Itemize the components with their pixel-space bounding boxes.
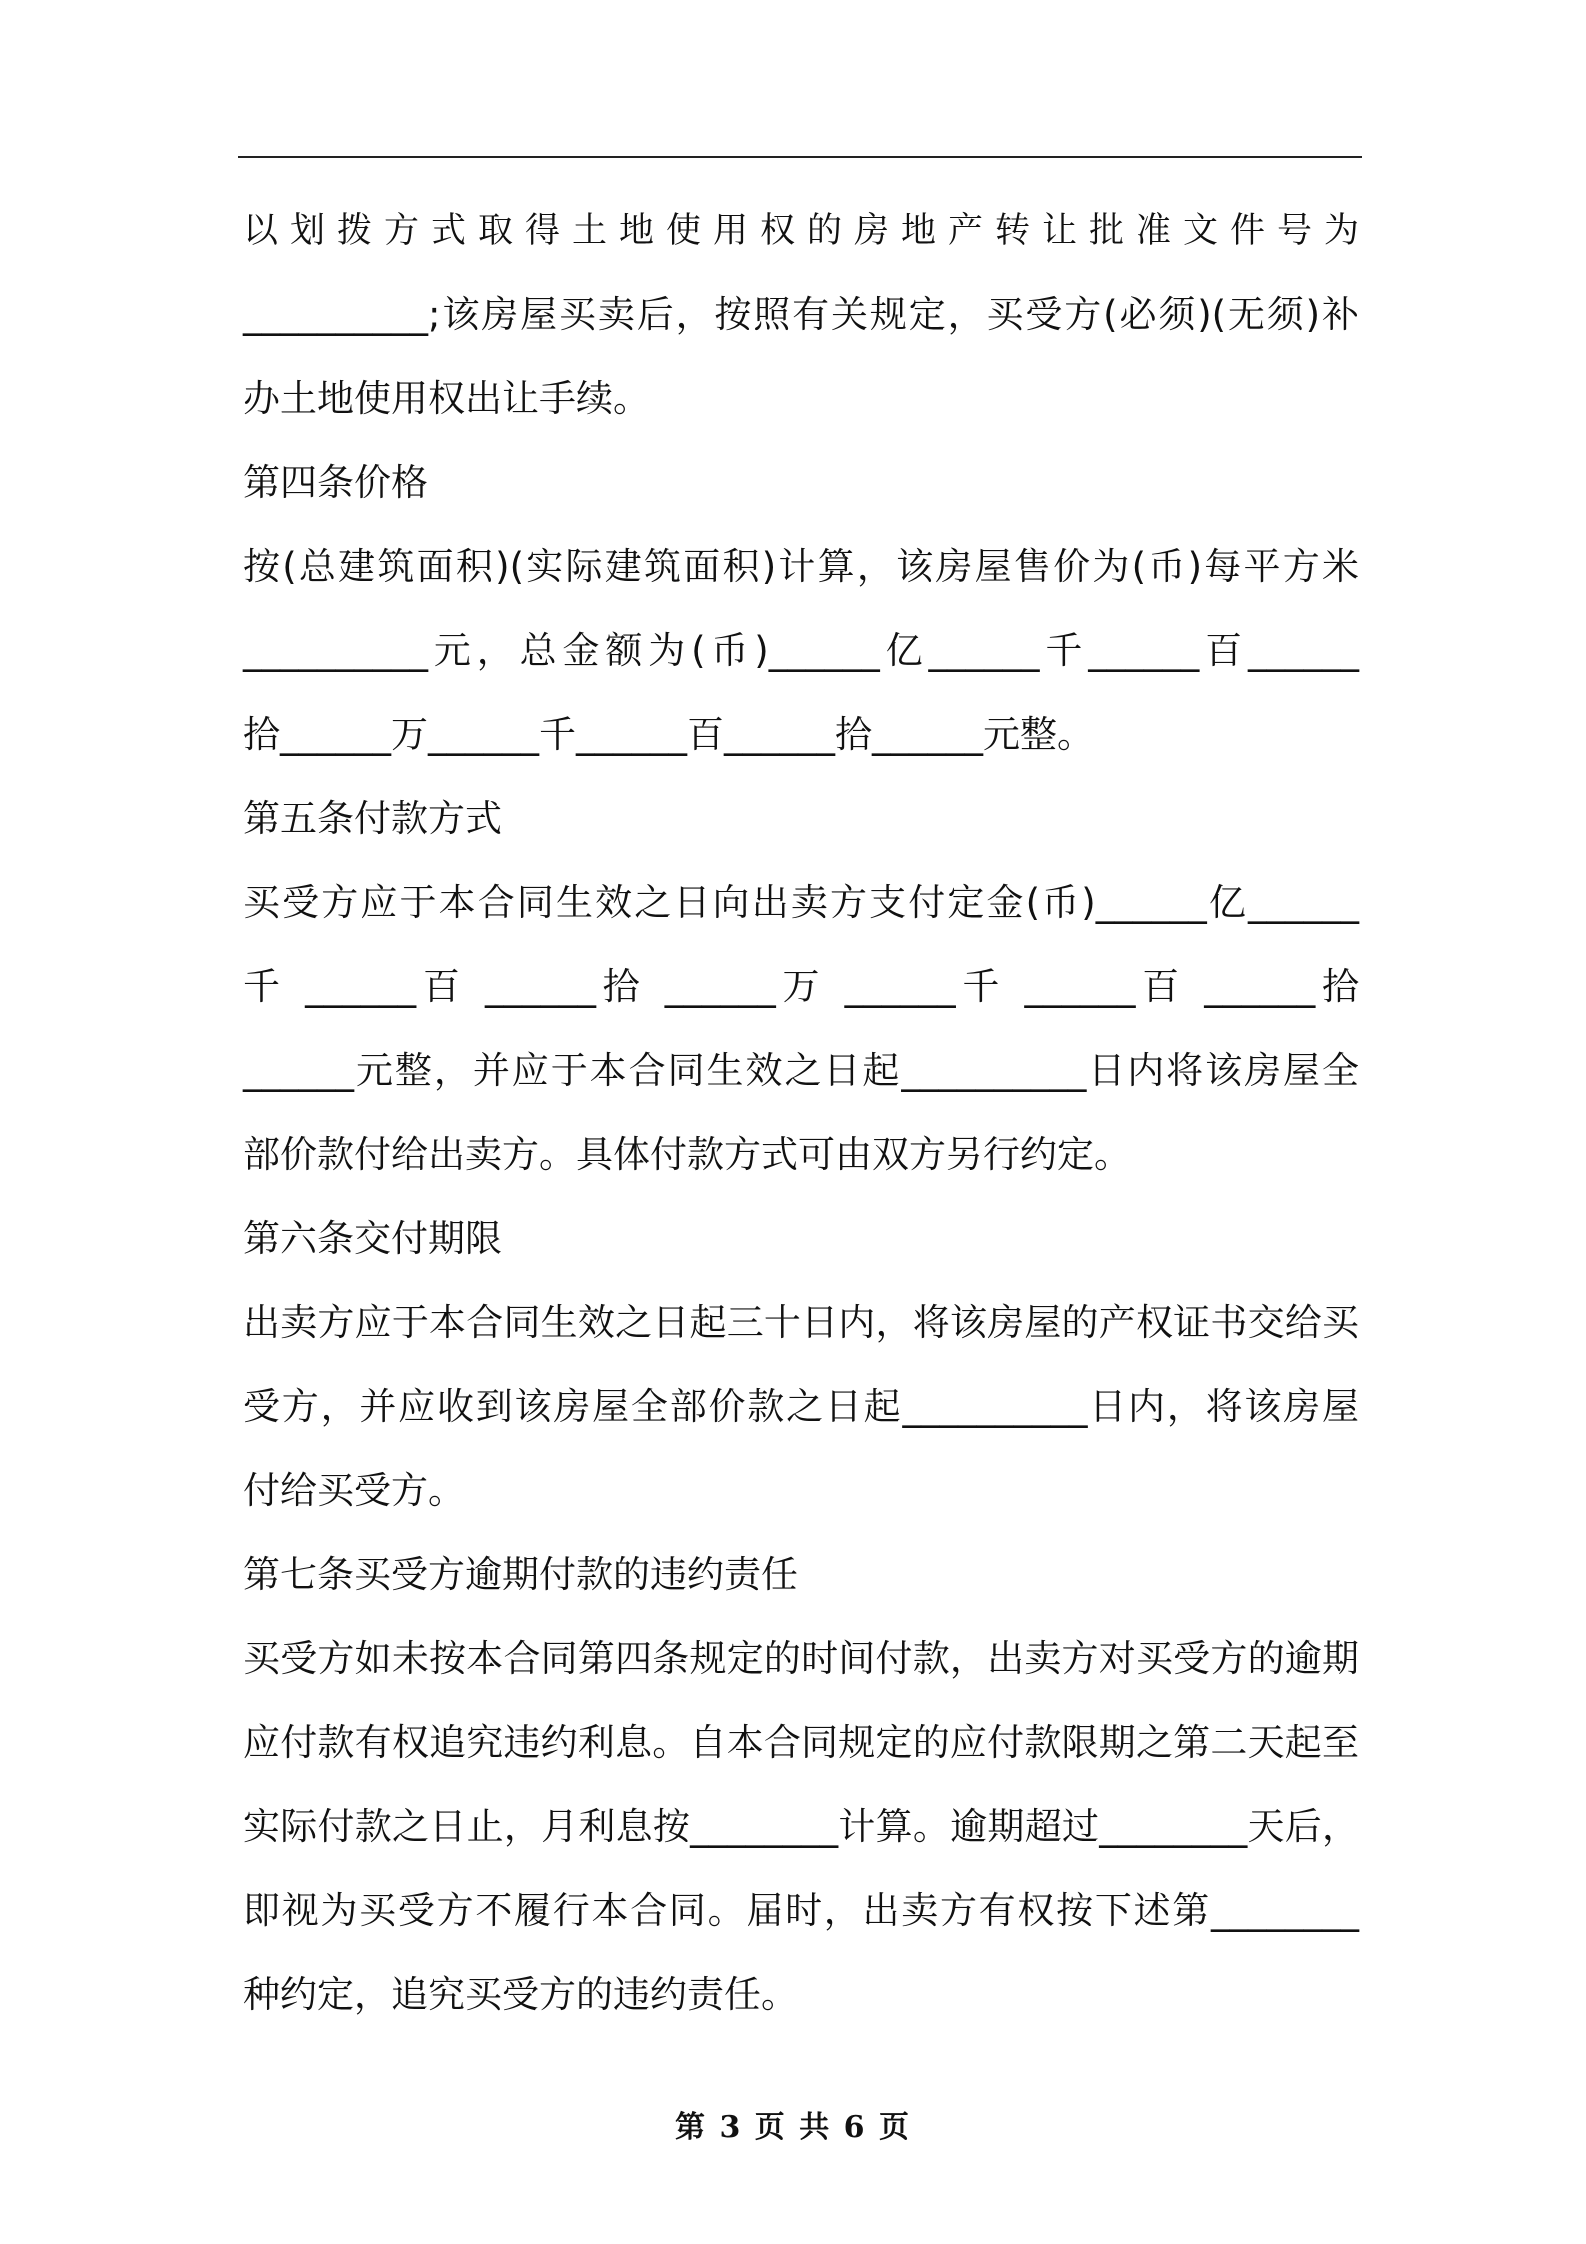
body-line: 买受方如未按本合同第四条规定的时间付款，出卖方对买受方的逾期 <box>243 1637 1359 1680</box>
page-number: 第 3 页 共 6 页 <box>675 2110 911 2145</box>
body-line: 部价款付给出卖方。具体付款方式可由双方另行约定。 <box>243 1133 1131 1176</box>
body-line: 出卖方应于本合同生效之日起三十日内，将该房屋的产权证书交给买 <box>243 1301 1359 1344</box>
body-line: 办土地使用权出让手续。 <box>243 377 650 420</box>
header-rule <box>238 156 1362 158</box>
body-line: 种约定，追究买受方的违约责任。 <box>243 1973 798 2016</box>
body-line: 付给买受方。 <box>243 1469 465 1512</box>
document-body <box>243 200 1359 2048</box>
section-heading: 第五条付款方式 <box>243 797 502 840</box>
body-line: 受方，并应收到该房屋全部价款之日起__________日内，将该房屋 <box>243 1385 1359 1428</box>
body-line: 拾______万______千______百______拾______元整。 <box>243 713 1094 756</box>
section-heading: 第六条交付期限 <box>243 1217 502 1260</box>
body-line: 千 ______百 ______拾 ______万 ______千 ______百 ______拾 <box>243 965 1359 1008</box>
body-line: 按(总建筑面积)(实际建筑面积)计算，该房屋售价为(币)每平方米 <box>243 545 1359 588</box>
body-line: 应付款有权追究违约利息。自本合同规定的应付款限期之第二天起至 <box>243 1721 1359 1764</box>
body-line: ______元整，并应于本合同生效之日起__________日内将该房屋全 <box>243 1049 1359 1092</box>
body-line: 以 划 拨 方 式 取 得 土 地 使 用 权 的 房 地 产 转 让 批 准 文 件 号 为 <box>243 211 1359 251</box>
section-heading: 第四条价格 <box>243 461 428 504</box>
body-line: __________;该房屋买卖后，按照有关规定，买受方(必须)(无须)补 <box>243 293 1359 336</box>
body-line: 即视为买受方不履行本合同。届时，出卖方有权按下述第________ <box>243 1889 1359 1932</box>
body-line: 实际付款之日止，月利息按________计算。逾期超过________天后， <box>243 1805 1359 1848</box>
body-line: __________元，总金额为(币)______亿______千______百______ <box>243 629 1359 672</box>
section-heading: 第七条买受方逾期付款的违约责任 <box>243 1553 798 1596</box>
body-line: 买受方应于本合同生效之日向出卖方支付定金(币)______亿______ <box>243 881 1359 924</box>
